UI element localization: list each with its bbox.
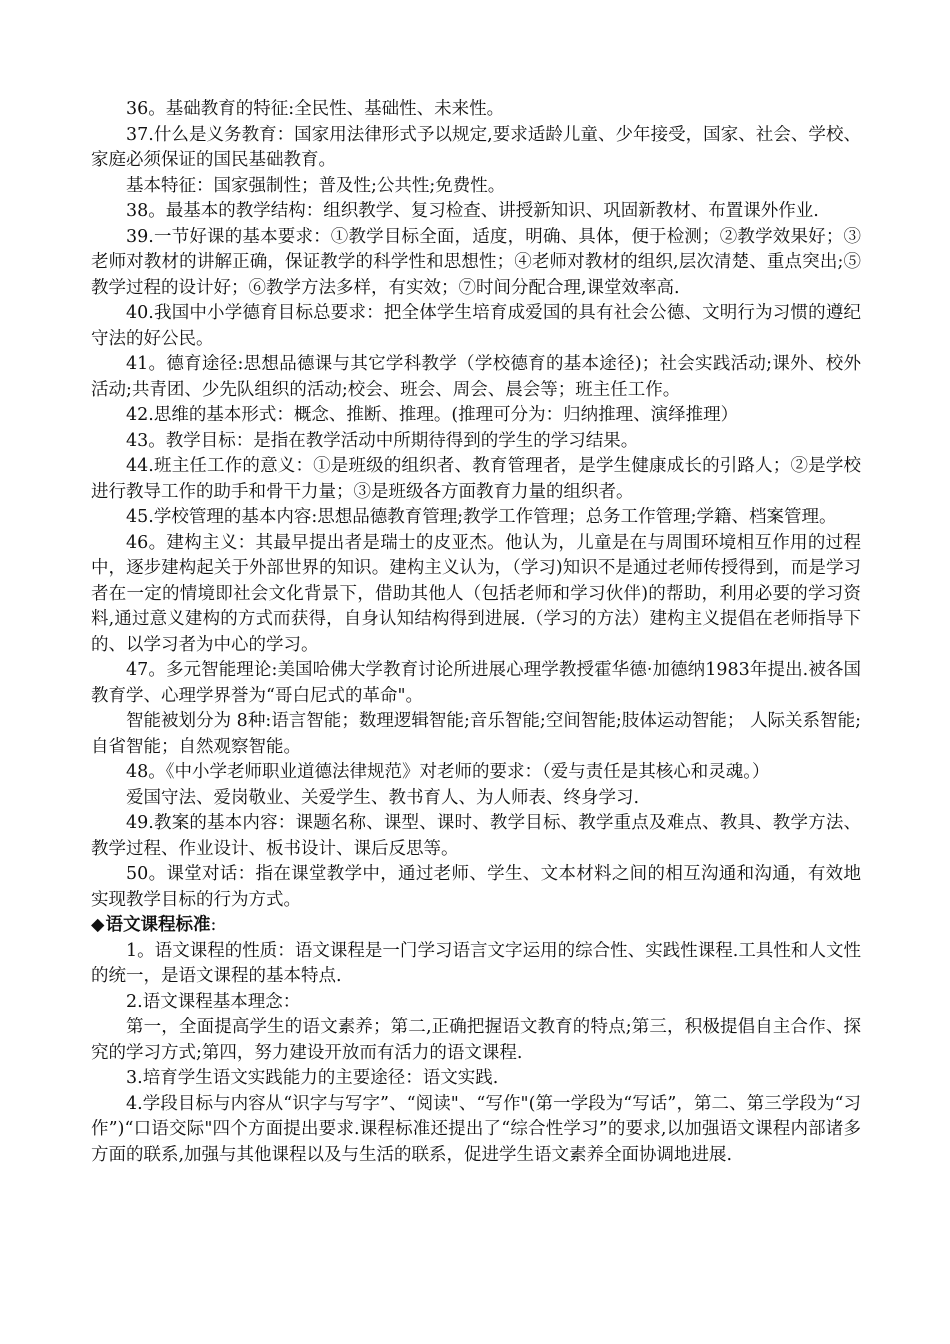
paragraph-48-requirements: 爱国守法、爱岗敬业、关爱学生、教书育人、为人师表、终身学习. xyxy=(126,787,640,808)
paragraph-50: 50。课堂对话：指在课堂教学中，通过老师、学生、文本材料之间的相互沟通和沟通，有效地实现教学目标的行为方式。 xyxy=(91,864,861,910)
paragraph-37: 37.什么是义务教育：国家用法律形式予以规定,要求适龄儿童、少年接受，国家、社会、学校、家庭必须保证的国民基础教育。 xyxy=(91,124,861,170)
paragraph-curriculum-4: 4.学段目标与内容从“识字与写字”、“阅读"、“写作"(第一学段为“写话”，第二、第三学段为“习作”)“口语交际"四个方面提出要求.课程标准还提出了“综合性学习”的要求,以加强语文课程内部诸多方面的联系,加强与其他课程以及与生活的联系，促进学生语文素养全面协调地进展. xyxy=(91,1093,861,1165)
paragraph-47: 47。多元智能理论:美国哈佛大学教育讨论所进展心理学教授霍华德·加德纳1983年提出.被各国教育学、心理学界誉为“哥白尼式的革命"。 xyxy=(91,660,861,706)
paragraph-46: 46。建构主义：其最早提出者是瑞士的皮亚杰。他认为，儿童是在与周围环境相互作用的过程中，逐步建构起关于外部世界的知识。建构主义认为，（学习)知识不是通过老师传授得到，而是学习者在一定的情境即社会文化背景下，借助其他人（包括老师和学习伙伴)的帮助，利用必要的学习资料,通过意义建构的方式而获得，自身认知结构得到进展.（学习的方法）建构主义提倡在老师指导下的、以学习者为中心的学习。 xyxy=(91,532,861,655)
paragraph-curriculum-1: 1。语文课程的性质：语文课程是一门学习语言文字运用的综合性、实践性课程.工具性和人文性的统一，是语文课程的基本特点. xyxy=(91,940,861,986)
paragraph-38: 38。最基本的教学结构：组织教学、复习检查、讲授新知识、巩固新教材、布置课外作业. xyxy=(126,201,819,221)
paragraph-48: 48。《中小学老师职业道德法律规范》对老师的要求：（爱与责任是其核心和灵魂。） xyxy=(126,762,770,782)
document-page xyxy=(91,97,861,1168)
section-heading xyxy=(91,913,861,939)
paragraph-42: 42.思维的基本形式：概念、推断、推理。(推理可分为：归纳推理、演绎推理） xyxy=(126,405,739,425)
section-heading-title: 语文课程标准 xyxy=(105,915,211,935)
paragraph-40: 40.我国中小学德育目标总要求：把全体学生培育成爱国的具有社会公德、文明行为习惯的遵纪守法的好公民。 xyxy=(91,303,861,349)
paragraph-43: 43。教学目标：是指在教学活动中所期待得到的学生的学习结果。 xyxy=(126,430,639,451)
paragraph-39: 39.一节好课的基本要求：①教学目标全面，适度，明确、具体，便于检测；②教学效果好；③老师对教材的讲解正确，保证教学的科学性和思想性；④老师对教材的组织,层次清楚、重点突出;⑤ 教学过程的设计好；⑥教学方法多样，有实效；⑦时间分配合理,课堂效率高. xyxy=(91,226,861,298)
paragraph-curriculum-3: 3.培育学生语文实践能力的主要途径：语文实践. xyxy=(126,1068,499,1088)
paragraph-44: 44.班主任工作的意义：①是班级的组织者、教育管理者，是学生健康成长的引路人；②是学校进行教导工作的助手和骨干力量；③是班级各方面教育力量的组织者。 xyxy=(91,456,861,502)
paragraph-37-features: 基本特征：国家强制性；普及性;公共性;免费性。 xyxy=(126,175,506,196)
paragraph-41: 41。德育途径:思想品德课与其它学科教学（学校德育的基本途径)；社会实践活动;课外、校外活动;共青团、少先队组织的活动;校会、班会、周会、晨会等；班主任工作。 xyxy=(91,354,861,400)
paragraph-49: 49.教案的基本内容：课题名称、课型、课时、教学目标、教学重点及难点、教具、教学方法、教学过程、作业设计、板书设计、课后反思等。 xyxy=(91,813,861,859)
paragraph-curriculum-2: 2.语文课程基本理念： xyxy=(126,991,301,1012)
section-heading-colon: : xyxy=(210,915,217,935)
paragraph-45: 45.学校管理的基本内容:思想品德教育管理;教学工作管理；总务工作管理;学籍、档案管理。 xyxy=(126,507,837,527)
diamond-bullet-icon: ◆ xyxy=(91,915,105,935)
paragraph-curriculum-2-detail: 第一，全面提高学生的语文素养；第二,正确把握语文教育的特点;第三，积极提倡自主合作、探究的学习方式;第四，努力建设开放而有活力的语文课程. xyxy=(91,1017,861,1063)
paragraph-47-intelligences: 智能被划分为 8种:语言智能；数理逻辑智能;音乐智能;空间智能;肢体运动智能； 人际关系智能;自省智能；自然观察智能。 xyxy=(91,711,861,757)
paragraph-36: 36。基础教育的特征:全民性、基础性、未来性。 xyxy=(126,99,505,119)
